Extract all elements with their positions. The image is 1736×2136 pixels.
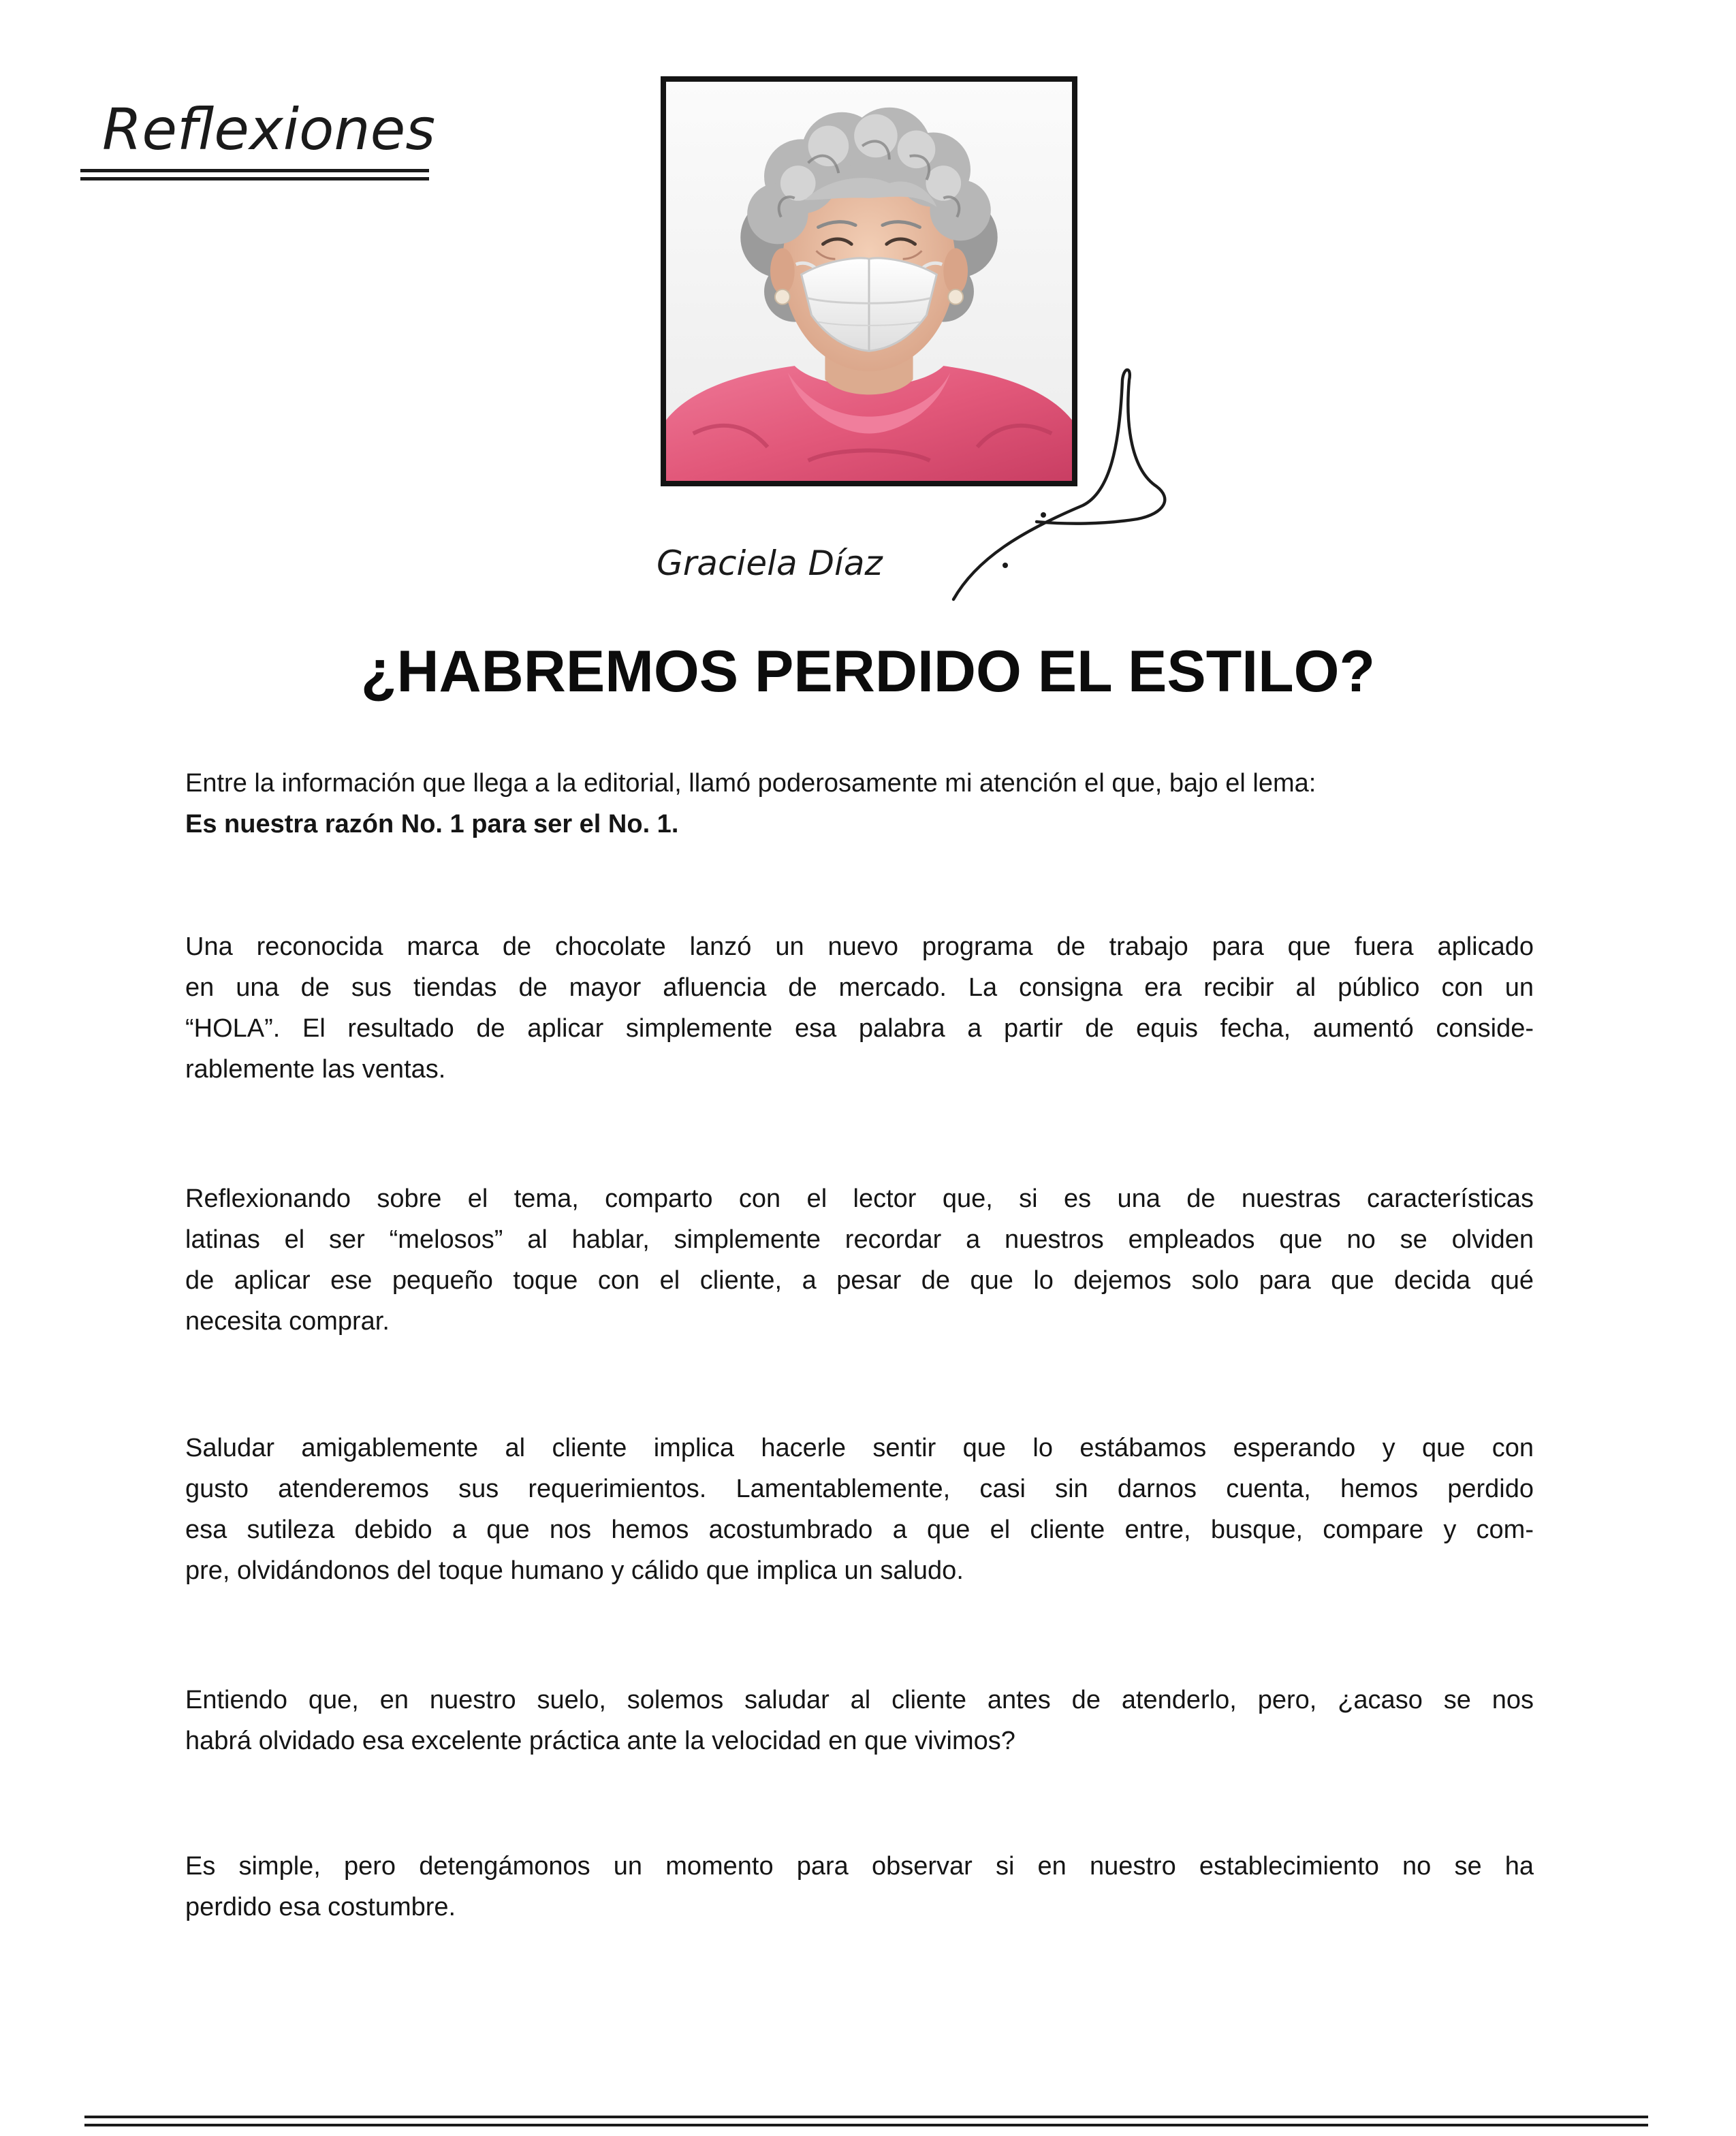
body-paragraph [185,1680,1534,1761]
paragraph-line: Una reconocida marca de chocolate lanzó un nuevo programa de trabajo para que fuera aplicado [185,932,1534,961]
article-title: ¿HABREMOS PERDIDO EL ESTILO? [360,639,1376,704]
signature-dot [1003,563,1008,568]
paragraph-line: “HOLA”. El resultado de aplicar simplemente esa palabra a partir de equis fecha, aumentó conside- [185,1014,1534,1043]
signature-dot [1041,512,1046,518]
section-label: Reflexiones [102,96,436,163]
paragraph-line: Entiendo que, en nuestro suelo, solemos saludar al cliente antes de atenderlo, pero, ¿acaso se nos [185,1686,1534,1714]
author-name: Graciela Díaz [657,544,883,583]
paragraph-line: habrá olvidado esa excelente práctica ante la velocidad en que vivimos? [185,1727,1015,1755]
paragraph-line: Saludar amigablemente al cliente implica hacerle sentir que lo estábamos esperando y que con [185,1434,1534,1462]
paragraph-line: de aplicar ese pequeño toque con el cliente, a pesar de que lo dejemos solo para que decida qué [185,1266,1534,1295]
body-paragraph [185,1846,1534,1928]
paragraph-line: pre, olvidándonos del toque humano y cálido que implica un saludo. [185,1556,964,1585]
paragraph-line: en una de sus tiendas de mayor afluencia de mercado. La consigna era recibir al público con un [185,973,1534,1002]
body-paragraph [185,1178,1534,1342]
paragraph-line: gusto atenderemos sus requerimientos. Lamentablemente, casi sin darnos cuenta, hemos perdido [185,1475,1534,1503]
paragraph-line: Es simple, pero detengámonos un momento para observar si en nuestro establecimiento no se ha [185,1852,1534,1881]
section-label-underline-bottom [80,177,429,180]
paragraph-line: rablemente las ventas. [185,1055,446,1084]
paragraph-line: perdido esa costumbre. [185,1893,456,1921]
paragraph-line: necesita comprar. [185,1307,390,1336]
body-paragraph [185,1428,1534,1591]
footer-rule-top [84,2116,1648,2118]
paragraph-line: esa sutileza debido a que nos hemos acostumbrado a que el cliente entre, busque, compare y com- [185,1515,1534,1544]
section-label-underline-top [80,169,429,172]
footer-rule-bottom [84,2124,1648,2126]
paragraph-line: Reflexionando sobre el tema, comparto con el lector que, si es una de nuestras características [185,1184,1534,1213]
intro-line: Entre la información que llega a la editorial, llamó poderosamente mi atención el que, bajo el lema: [185,769,1316,798]
signature-flourish [947,361,1178,606]
intro-paragraph [185,763,1534,845]
paragraph-line: latinas el ser “melosos” al hablar, simplemente recordar a nuestros empleados que no se olviden [185,1225,1534,1254]
motto-line: Es nuestra razón No. 1 para ser el No. 1. [185,810,679,838]
body-paragraph [185,926,1534,1090]
